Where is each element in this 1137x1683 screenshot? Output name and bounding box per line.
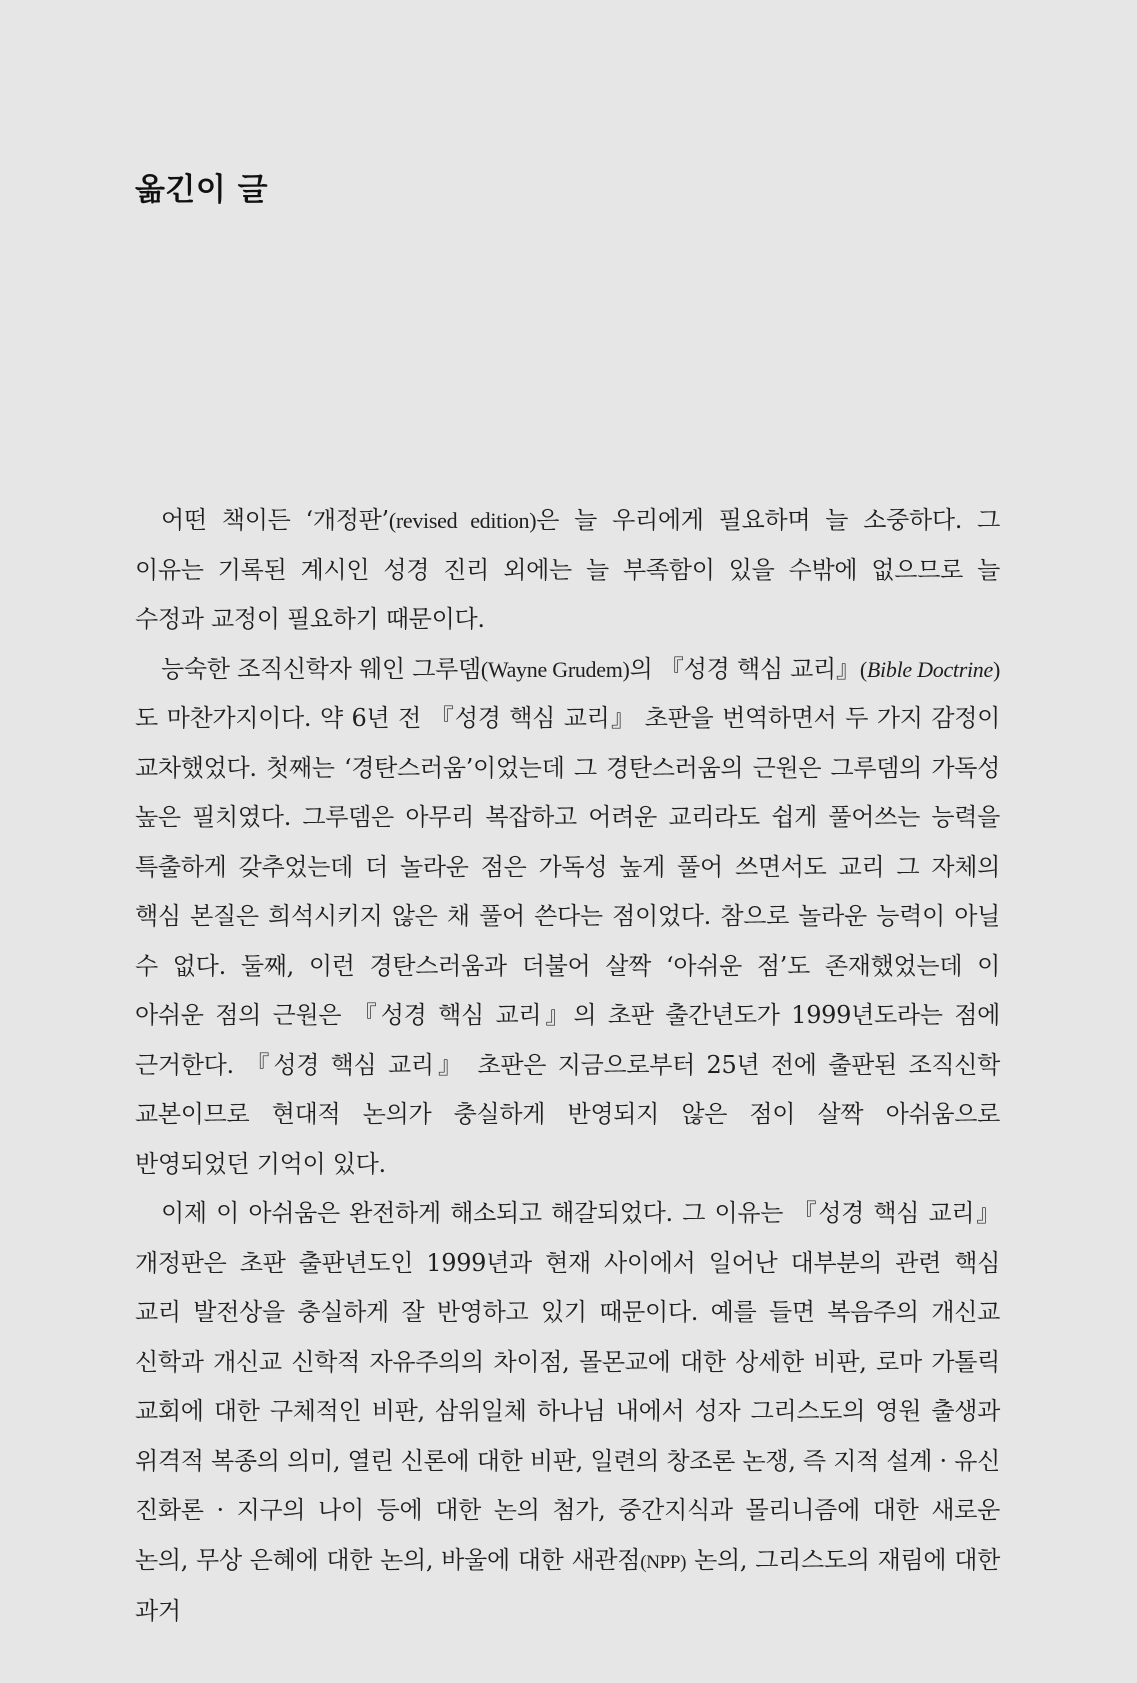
latin-term: (Wayne Grudem) [480,656,630,682]
latin-abbreviation: (NPP) [640,1551,687,1573]
paren-close: ) [992,656,1001,682]
paragraph-text: 능숙한 조직신학자 웨인 그루뎀 [161,654,481,683]
book-title-english: Bible Doctrine [866,656,993,682]
paren-open: ( [859,656,867,682]
paragraph-1 [135,496,1000,645]
latin-term: (revised edition) [388,508,537,533]
paragraph-text: 은 늘 우리에게 필요하며 늘 소중하다. 그 이유는 기록된 계시인 성경 진리 외에는 늘 부족함이 있을 수밖에 없으므로 늘 수정과 교정이 필요하기 때문이다. [135,506,1000,633]
paragraph-text: 어떤 책이든 ‘개정판’ [161,506,389,534]
paragraph-3 [135,1189,1000,1637]
body-text [135,496,1000,1637]
paragraph-text: 논의, 그리스도의 재림에 대한 과거 [135,1545,1000,1625]
chapter-title: 옮긴이 글 [135,172,269,208]
paragraph-text: 이제 이 아쉬움은 완전하게 해소되고 해갈되었다. 그 이유는 『성경 핵심 교리』 개정판은 초판 출판년도인 1999년과 현재 사이에서 일어난 대부분의 관련 핵심 교리 발전상을 충실하게 잘 반영하고 있기 때문이다. 예를 들면 복음주의 개신교 신학과 개신교 신학적 자유주의의 차이점, 몰몬교에 대한 상세한 비판, 로마 가톨릭 교회에 대한 구체적인 비판, 삼위일체 하나님 내에서 성자 그리스도의 영원 출생과 위격적 복종의 의미, 열린 신론에 대한 비판, 일련의 창조론 논쟁, 즉 지적 설계 · 유신 진화론 · 지구의 나이 등에 대한 논의 첨가, 중간지식과 몰리니즘에 대한 새로운 논의, 무상 은혜에 대한 논의, 바울에 대한 새관점 [135,1199,1000,1574]
paragraph-2 [135,645,1000,1190]
paragraph-text: 도 마찬가지이다. 약 6년 전 『성경 핵심 교리』 초판을 번역하면서 두 가지 감정이 교차했었다. 첫째는 ‘경탄스러움’이었는데 그 경탄스러움의 근원은 그루뎀의 가독성 높은 필치였다. 그루뎀은 아무리 복잡하고 어려운 교리라도 쉽게 풀어쓰는 능력을 특출하게 갖추었는데 더 놀라운 점은 가독성 높게 풀어 쓰면서도 교리 그 자체의 핵심 본질은 희석시키지 않은 채 풀어 쓴다는 점이었다. 참으로 놀라운 능력이 아닐 수 없다. 둘째, 이런 경탄스러움과 더불어 살짝 ‘아쉬운 점’도 존재했었는데 이 아쉬운 점의 근원은 『성경 핵심 교리』의 초판 출간년도가 1999년도라는 점에 근거한다. 『성경 핵심 교리』 초판은 지금으로부터 25년 전에 출판된 조직신학 교본이므로 현대적 논의가 충실하게 반영되지 않은 점이 살짝 아쉬움으로 반영되었던 기억이 있다. [135,704,1000,1178]
paragraph-text: 의 『성경 핵심 교리』 [629,654,860,683]
